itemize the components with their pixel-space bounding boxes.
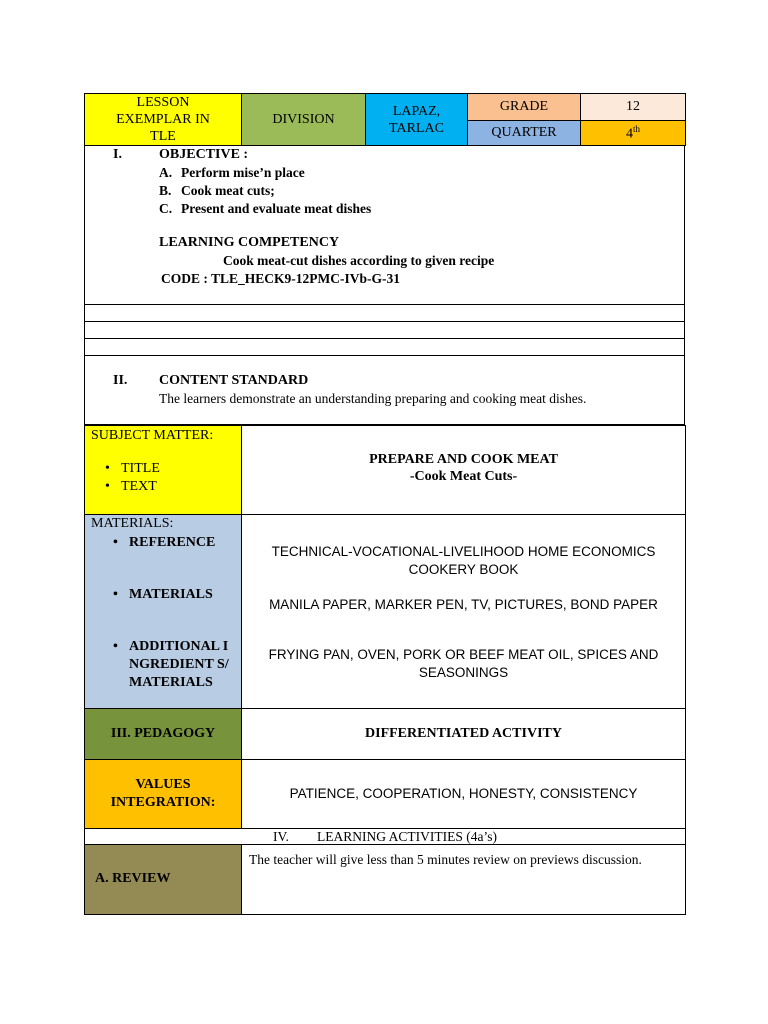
subject-matter-subtitle: -Cook Meat Cuts-	[409, 468, 518, 484]
blank-row-3	[85, 338, 685, 355]
quarter-suffix: th	[632, 123, 640, 134]
content-standard-cell	[85, 355, 685, 424]
competency-code: CODE : TLE_HECK9-12PMC-IVb-G-31	[161, 271, 401, 286]
values-value: PATIENCE, COOPERATION, HONESTY, CONSISTENCY	[242, 759, 686, 828]
pedagogy-value: DIFFERENTIATED ACTIVITY	[242, 708, 686, 759]
materials-materials-label: • MATERIALS	[107, 587, 259, 603]
objective-item-c: Present and evaluate meat dishes	[181, 201, 372, 216]
objective-heading: OBJECTIVE :	[159, 147, 249, 162]
header-table	[84, 93, 686, 146]
review-text: The teacher will give less than 5 minutes review on previews discussion.	[242, 844, 686, 914]
competency-text: Cook meat-cut dishes according to given recipe	[223, 253, 495, 268]
competency-heading: LEARNING COMPETENCY	[159, 235, 340, 250]
values-label-cell	[85, 759, 242, 828]
quarter-value: 4	[625, 126, 633, 142]
values-label: VALUES INTEGRATION:	[110, 776, 216, 810]
materials-reference-value: TECHNICAL-VOCATIONAL-LIVELIHOOD HOME ECONOMICS COOKERY BOOK	[271, 543, 656, 577]
division-value-cell	[366, 94, 468, 146]
materials-label-cell	[85, 514, 242, 708]
objective-letter-b: B.	[159, 183, 172, 198]
lesson-body-table	[84, 425, 686, 915]
quarter-label: QUARTER	[468, 121, 581, 146]
materials-additional-label: • ADDITIONAL INGREDIENT S/ MATERIALS	[107, 638, 237, 692]
subject-matter-label: SUBJECT MATTER:	[91, 427, 214, 443]
subject-matter-bullet-title: • TITLE	[99, 461, 241, 477]
subject-matter-bullet-text: • TEXT	[99, 479, 241, 495]
objective-item-a: Perform mise’n place	[181, 165, 305, 180]
objective-item-b: Cook meat cuts;	[181, 183, 275, 198]
content-standard-heading: CONTENT STANDARD	[159, 372, 309, 388]
grade-label: GRADE	[468, 94, 581, 121]
quarter-value-cell	[581, 121, 686, 146]
materials-additional-value: FRYING PAN, OVEN, PORK OR BEEF MEAT OIL, SPICES AND SEASONINGS	[268, 646, 659, 680]
content-standard-number: II.	[113, 372, 128, 388]
blank-row-1	[85, 304, 685, 321]
lesson-title-cell	[85, 94, 242, 146]
subject-matter-label-cell	[85, 425, 242, 514]
pedagogy-label: III. PEDAGOGY	[85, 708, 242, 759]
lesson-exemplar-document	[84, 93, 685, 915]
objective-number: I.	[113, 147, 122, 162]
materials-label: MATERIALS:	[91, 515, 174, 531]
division-value: LAPAZ, TARLAC	[389, 103, 444, 136]
materials-materials-value: MANILA PAPER, MARKER PEN, TV, PICTURES, BOND PAPER	[269, 596, 658, 612]
objective-letter-c: C.	[159, 201, 173, 216]
review-label: A. REVIEW	[85, 844, 242, 914]
objective-letter-a: A.	[159, 165, 173, 180]
materials-value-cell	[242, 514, 686, 708]
division-label: DIVISION	[242, 94, 366, 146]
materials-reference-label: • REFERENCE	[107, 535, 259, 551]
lesson-title: LESSON EXEMPLAR IN TLE	[116, 95, 210, 144]
subject-matter-title: PREPARE AND COOK MEAT	[369, 451, 558, 467]
content-standard-text: The learners demonstrate an understanding preparing and cooking meat dishes.	[159, 390, 587, 406]
objective-cell	[85, 146, 685, 304]
learning-activities-heading: LEARNING ACTIVITIES (4a’s)	[317, 828, 497, 844]
objective-table	[84, 146, 685, 425]
grade-value: 12	[581, 94, 686, 121]
learning-activities-number: IV.	[273, 828, 289, 844]
blank-row-2	[85, 321, 685, 338]
learning-activities-row	[85, 828, 686, 844]
subject-matter-value-cell	[242, 425, 686, 514]
